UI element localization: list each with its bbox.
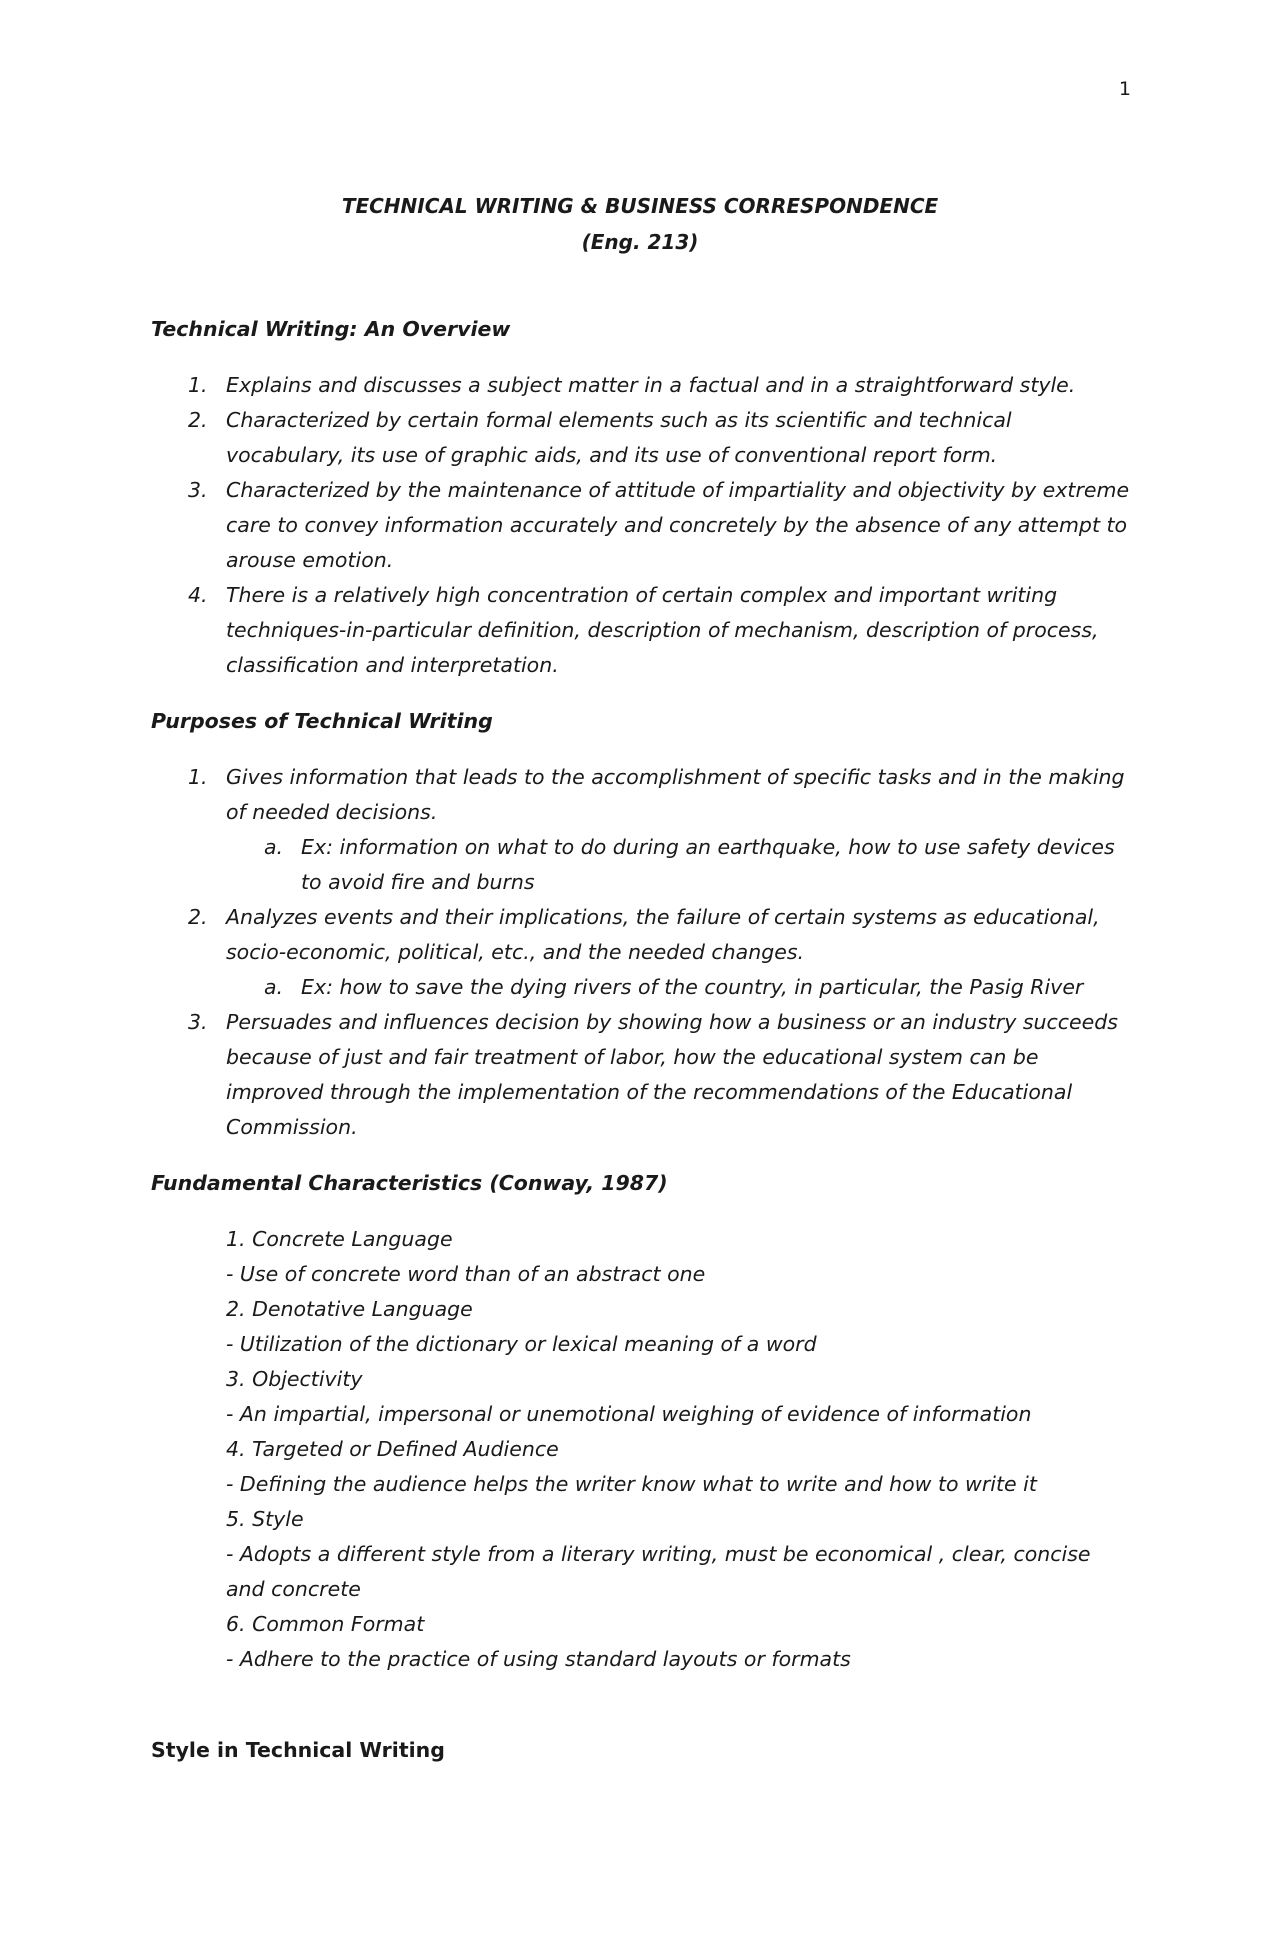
sub-list-text: Ex: information on what to do during an earthquake, how to use safety devices to avoid fire and burns xyxy=(301,835,1115,894)
list-item xyxy=(151,403,1131,473)
title-line-1: TECHNICAL WRITING & BUSINESS CORRESPONDENCE xyxy=(341,194,939,218)
sub-list xyxy=(226,970,1131,1005)
characteristic-description: - An impartial, impersonal or unemotional weighing of evidence of information xyxy=(226,1402,1032,1426)
purposes-list xyxy=(151,760,1131,1145)
document-title xyxy=(0,188,1280,260)
sub-list-text: Ex: how to save the dying rivers of the country, in particular, the Pasig River xyxy=(301,975,1084,999)
characteristic-title: 5. Style xyxy=(226,1507,304,1531)
sub-list-letter: a. xyxy=(264,835,284,859)
sub-list-item xyxy=(226,970,1131,1005)
list-number: 2. xyxy=(188,408,208,432)
characteristic-title: 2. Denotative Language xyxy=(226,1297,473,1321)
list-text: Analyzes events and their implications, the failure of certain systems as educational, socio-economic, political, etc., and the needed changes. xyxy=(226,905,1100,964)
document-body xyxy=(151,312,1131,1768)
list-text: There is a relatively high concentration of certain complex and important writing techniques-in-particular definition, description of mechanism, description of process, classification and interpretation. xyxy=(226,583,1099,677)
characteristic-description: - Adopts a different style from a literary writing, must be economical , clear, concise and concrete xyxy=(226,1542,1091,1601)
list-item xyxy=(151,368,1131,403)
title-line-2: (Eng. 213) xyxy=(581,230,699,254)
overview-list xyxy=(151,368,1131,683)
list-text: Gives information that leads to the accomplishment of specific tasks and in the making of needed decisions. xyxy=(226,765,1125,824)
section-spacer xyxy=(151,1677,1131,1733)
list-item xyxy=(151,900,1131,1005)
sub-list-letter: a. xyxy=(264,975,284,999)
characteristic-title: 3. Objectivity xyxy=(226,1367,363,1391)
list-number: 2. xyxy=(188,905,208,929)
characteristic-description: - Adhere to the practice of using standard layouts or formats xyxy=(226,1647,851,1671)
list-number: 3. xyxy=(188,1010,208,1034)
list-number: 3. xyxy=(188,478,208,502)
heading-fundamentals: Fundamental Characteristics (Conway, 1987) xyxy=(151,1171,668,1195)
list-item xyxy=(151,760,1131,900)
list-text: Characterized by the maintenance of attitude of impartiality and objectivity by extreme care to convey information accurately and concretely by the absence of any attempt to arouse emotion. xyxy=(226,478,1130,572)
heading-purposes: Purposes of Technical Writing xyxy=(151,709,493,733)
list-item xyxy=(151,578,1131,683)
list-text: Explains and discusses a subject matter in a factual and in a straightforward style. xyxy=(226,373,1076,397)
characteristic-description: - Use of concrete word than of an abstract one xyxy=(226,1262,706,1286)
characteristic-description: - Utilization of the dictionary or lexical meaning of a word xyxy=(226,1332,817,1356)
characteristics-list xyxy=(151,1222,1131,1677)
sub-list xyxy=(226,830,1131,900)
characteristic-title: 6. Common Format xyxy=(226,1612,425,1636)
list-item xyxy=(151,473,1131,578)
characteristic-description: - Defining the audience helps the writer know what to write and how to write it xyxy=(226,1472,1037,1496)
list-text: Characterized by certain formal elements such as its scientific and technical vocabulary, its use of graphic aids, and its use of conventional report form. xyxy=(226,408,1012,467)
page-number: 1 xyxy=(1118,78,1131,100)
list-item xyxy=(151,1005,1131,1145)
list-text: Persuades and influences decision by showing how a business or an industry succeeds because of just and fair treatment of labor, how the educational system can be improved through the implementation of the recommendations of the Educational Commission. xyxy=(226,1010,1118,1139)
sub-list-item xyxy=(226,830,1131,900)
list-number: 1. xyxy=(188,373,208,397)
list-number: 1. xyxy=(188,765,208,789)
characteristic-title: 4. Targeted or Defined Audience xyxy=(226,1437,559,1461)
heading-overview: Technical Writing: An Overview xyxy=(151,317,511,341)
heading-style: Style in Technical Writing xyxy=(151,1738,445,1762)
list-number: 4. xyxy=(188,583,208,607)
characteristic-title: 1. Concrete Language xyxy=(226,1227,453,1251)
